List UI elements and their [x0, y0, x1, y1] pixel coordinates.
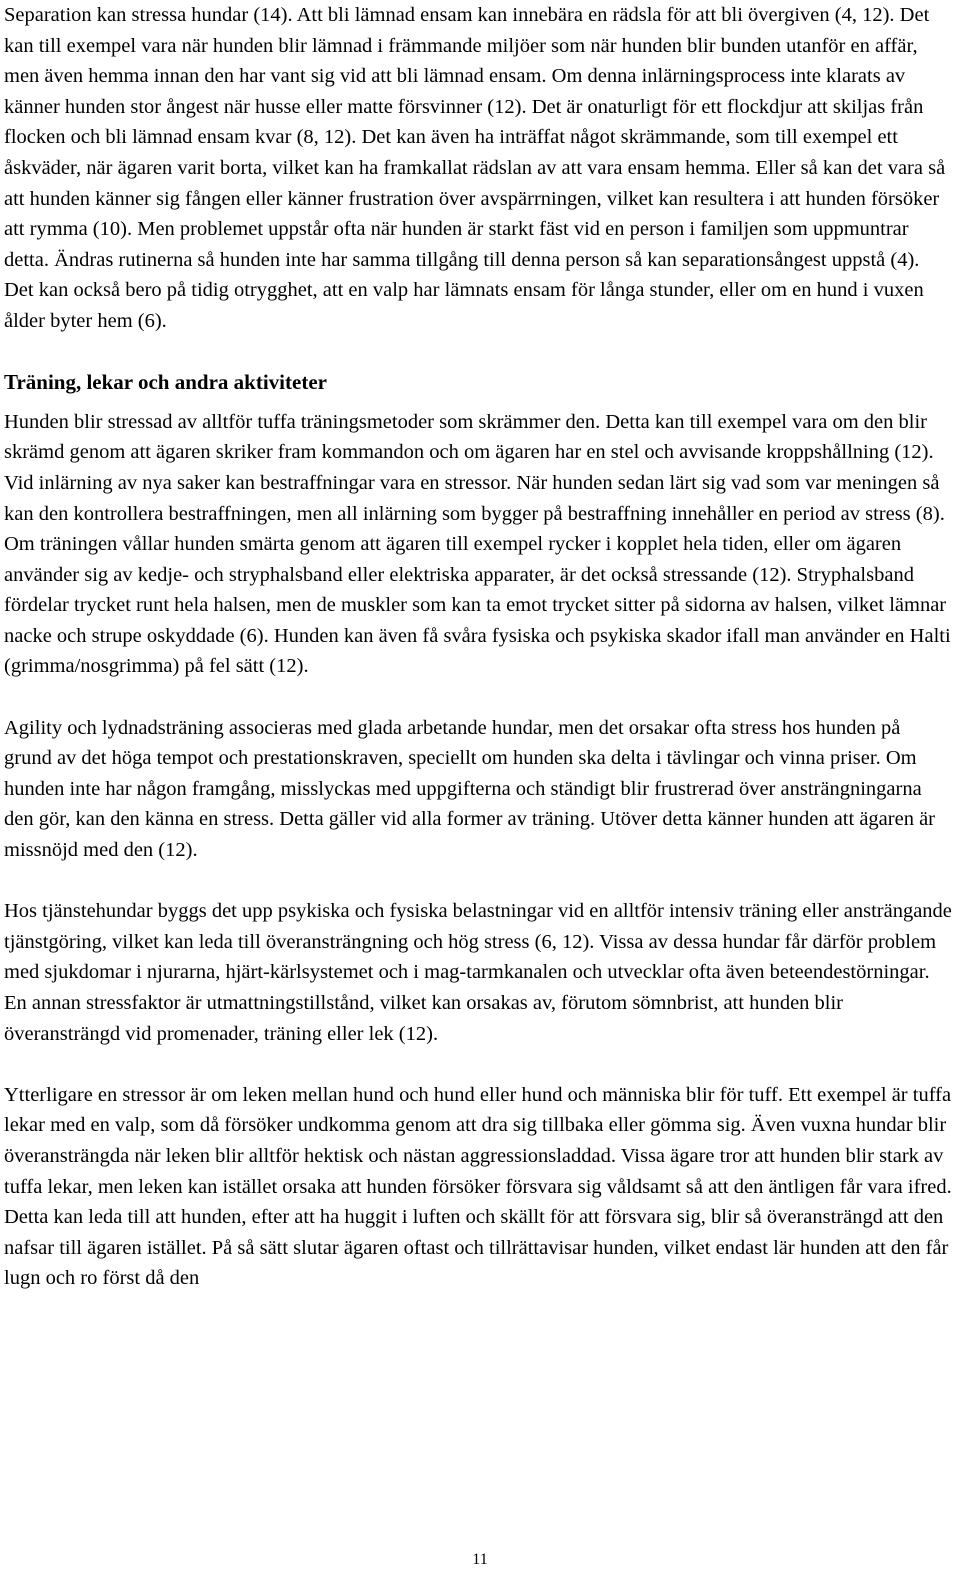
paragraph-service-dogs: Hos tjänstehundar byggs det upp psykiska och fysiska belastningar vid en alltför intensiv träning eller ansträngande tjänstgöring, vilket kan leda till överansträngning och hög stress (6, 12). Vissa av dessa hundar får därför problem med sjukdomar i njurarna, hjärt-kärlsystemet och i mag-tarmkanalen och utvecklar ofta även beteendestörningar. En annan stressfaktor är utmattningstillstånd, vilket kan orsakas av, förutom sömnbrist, att hunden blir överansträngd vid promenader, träning eller lek (12).: [4, 900, 952, 1045]
paragraph-play: Ytterligare en stressor är om leken mellan hund och hund eller hund och människa blir för tuff. Ett exempel är tuffa lekar med en valp, som då försöker undkomma genom att dra sig tillbaka eller gömma sig. Även vuxna hundar blir överansträngda när leken blir alltför hektisk och nästan aggressionsladdad. Vissa ägare tror att hunden blir stark av tuffa lekar, men leken kan istället orsaka att hunden försöker försvara sig våldsamt så att den äntligen får vara ifred. Detta kan leda till att hunden, efter att ha huggit i luften och skällt för att försvara sig, blir så överansträngd att den nafsar till ägaren istället. På så sätt slutar ägaren oftast och tillrättavisar hunden, vilket endast lär hunden att den får lugn och ro först då den: [4, 1083, 952, 1290]
paragraph-spacer: [4, 337, 952, 368]
paragraph-spacer: [4, 1049, 952, 1080]
document-page: [4, 0, 952, 1294]
paragraph-spacer: [4, 398, 952, 407]
page-number: 11: [472, 1551, 488, 1568]
paragraph-spacer: [4, 682, 952, 713]
section-heading: Träning, lekar och andra aktiviteter: [4, 370, 327, 395]
paragraph-training-methods: Hunden blir stressad av alltför tuffa träningsmetoder som skrämmer den. Detta kan till exempel vara om den blir skrämd genom att ägaren skriker fram kommandon och om ägaren har en stel och avvisande kroppshållning (12). Vid inlärning av nya saker kan bestraffningar vara en stressor. När hunden sedan lärt sig vad som var meningen så kan den kontrollera bestraffningen, men all inlärning som bygger på bestraffning innehåller en period av stress (8). Om träningen vållar hunden smärta genom att ägaren till exempel rycker i kopplet hela tiden, eller om ägaren använder sig av kedje- och stryphalsband eller elektriska apparater, är det också stressande (12). Stryphalsband fördelar trycket runt hela halsen, men de muskler som kan ta emot trycket sitter på sidorna av halsen, vilket lämnar nacke och strupe oskyddade (6). Hunden kan även få svåra fysiska och psykiska skador ifall man använder en Halti (grimma/nosgrimma) på fel sätt (12).: [4, 410, 951, 678]
paragraph-spacer: [4, 866, 952, 897]
paragraph-agility: Agility och lydnadsträning associeras med glada arbetande hundar, men det orsakar ofta stress hos hunden på grund av det höga tempot och prestationskraven, speciellt om hunden ska delta i tävlingar och vinna priser. Om hunden inte har någon framgång, misslyckas med uppgifterna och ständigt blir frustrerad över ansträngningarna den gör, kan den känna en stress. Detta gäller vid alla former av träning. Utöver detta känner hunden att ägaren är missnöjd med den (12).: [4, 716, 935, 862]
intro-paragraph: Separation kan stressa hundar (14). Att bli lämnad ensam kan innebära en rädsla för att bli övergiven (4, 12). Det kan till exempel vara när hunden blir lämnad i främmande miljöer som när hunden blir bunden utanför en affär, men även hemma innan den har vant sig vid att bli lämnad ensam. Om denna inlärningsprocess inte klarats av känner hunden stor ångest när husse eller matte försvinner (12). Det är onaturligt för ett flockdjur att skiljas från flocken och bli lämnad ensam kvar (8, 12). Det kan även ha inträffat något skrämmande, som till exempel ett åskväder, när ägaren varit borta, vilket kan ha framkallat rädslan av att vara ensam hemma. Eller så kan det vara så att hunden känner sig fången eller känner frustration över avspärrningen, vilket kan resultera i att hunden försöker att rymma (10). Men problemet uppstår ofta när hunden är starkt fäst vid en person i familjen som uppmuntrar detta. Ändras rutinerna så hunden inte har samma tillgång till denna person så kan separationsångest uppstå (4). Det kan också bero på tidig otrygghet, att en valp har lämnats ensam för långa stunder, eller om en hund i vuxen ålder byter hem (6).: [4, 4, 946, 332]
